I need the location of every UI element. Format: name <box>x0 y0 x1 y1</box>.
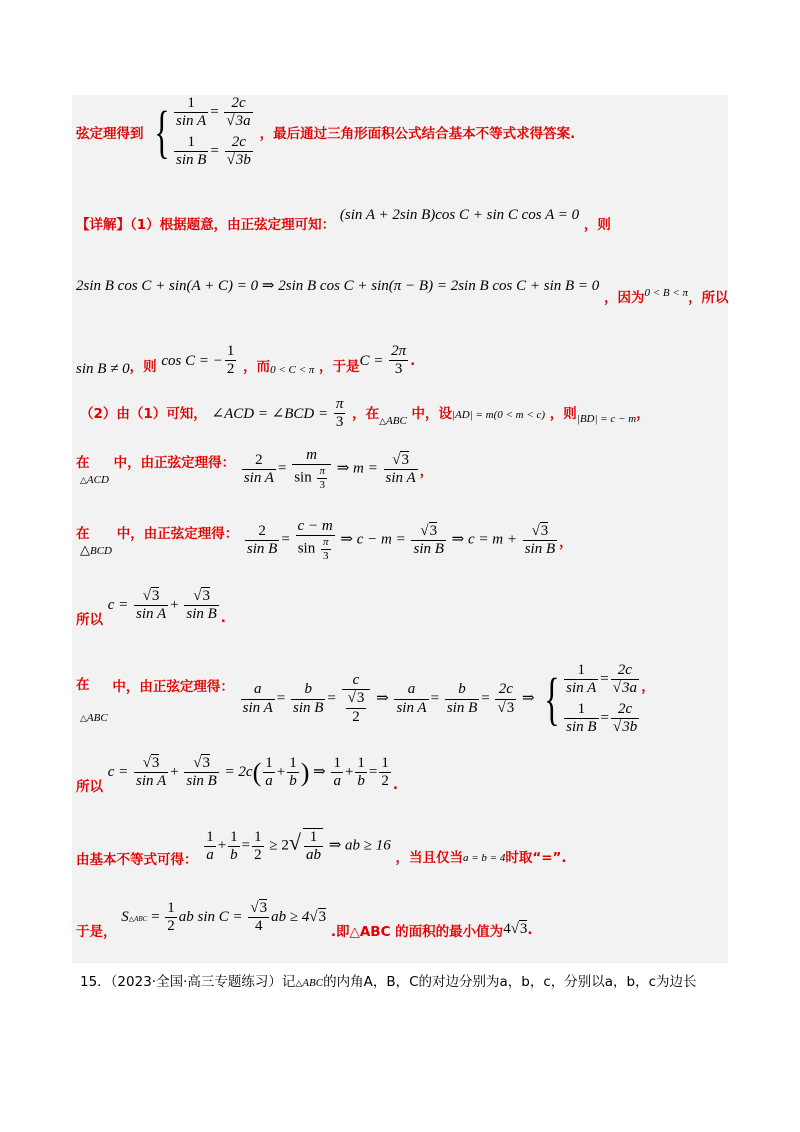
line-so-c2: 所以 c = $\frac{√3}{\text{sin A}}$ + $\frac{√3}{\text{sin B}}$ = 2c( $\frac{1}{a}$ + $\frac{1}{b}$ ) ⇒ $\frac{1}{a}$ + $\frac{1}{b}$ = $\frac{1}{2}$ . <box>76 755 399 795</box>
line-ACD: 在 △ACD 中，由正弦定理得： $\frac{2}{\text{sin A}}$ = m sin $\frac{\pi}{3}$ ⇒ m = $\frac{√3}{\text{sin A}}$ ， <box>76 447 434 491</box>
line-area: 于是， S△ABC = $\frac{1}{2}$ ab sin C = $\frac{√3}{4}$ ab ≥ 4√3 .即△ABC 的面积的最小值为4√3. <box>76 900 533 940</box>
equation-chain: 2sin B cos C + sin(A + C) = 0 ⇒ 2sin B cos C + sin(π − B) = 2sin B cos C + sin B = 0 <box>76 278 600 294</box>
line-sinB: sin B ≠ 0，则 cos C = − $\frac{1}{2}$ ，而$_{0 < C < \pi}$ ，于是C = $\frac{2\pi}{3}$ . <box>76 343 416 378</box>
system-2: { $\frac{1}{\text{sin A}}$ = $\frac{2c}{√3a}$ $\frac{1}{\text{sin B}}$ = $\frac{2c}{√3b}$ <box>544 662 638 735</box>
detail-label: 【详解】 <box>76 217 130 233</box>
line-ABC-law: 在 △ABC 中，由正弦定理得： $\frac{a}{\text{sin A}}$ = $\frac{b}{\text{sin B}}$ = $\frac{c}{\frac{√3}{2}}$ ⇒ $\frac{a}{\text{sin A}}$ = $\frac{b}{\text{sin B}}$ = $\frac{2c}{√3}$ ⇒ { $\frac{1}{\text{sin A}}$ = $\frac{2c}{√3a}$ $\frac{1}{\text{sin B}}$ = $\frac{2c}{√3b}$ ， <box>76 662 655 735</box>
line-detail-1: 【详解】（1）根据题意，由正弦定理可知： (sin A + 2sin B)cos C + sin C cos A = 0 ，则 <box>76 207 611 233</box>
line-inequality: 由基本不等式可得： $\frac{1}{a}$ + $\frac{1}{b}$ = $\frac{1}{2}$ ≥ 2√ $\frac{1}{ab}$ ⇒ ab ≥ 16 ，当且仅当$_{a = b = 4}$时取“=”. <box>76 828 567 869</box>
intro-suffix: ，最后通过三角形面积公式结合基本不等式求得答案. <box>259 126 576 142</box>
line-chain: 2sin B cos C + sin(A + C) = 0 ⇒ 2sin B cos C + sin(π − B) = 2sin B cos C + sin B = 0 ，因为0 < B < π，所以 <box>76 278 729 306</box>
line-part2: （2）由（1）可知， ∠ACD = ∠BCD = $\frac{\pi}{3}$ ，在$_{\triangle ABC}$ 中，设|AD| = m(0 < m < c) ，则$_{|BD| = c - m}$， <box>80 396 650 431</box>
line-intro <box>76 95 575 169</box>
line-so-c: 所以 c = $\frac{√3}{\text{sin A}}$ + $\frac{√3}{\text{sin B}}$ . <box>76 588 226 628</box>
system-1: { $\frac{1}{\text{sin A}}$ = $\frac{2c}{√3a}$ $\frac{1}{\text{sin B}}$ = $\frac{2c}{√3b}$ <box>154 95 251 168</box>
line-BCD: 在 △BCD 中，由正弦定理得： $\frac{2}{\text{sin B}}$ = c − m sin $\frac{\pi}{3}$ ⇒ c − m = $\frac{√3}{\text{sin B}}$ ⇒ c = m + $\frac{√3}{\text{sin B}}$ ， <box>76 518 573 562</box>
next-question: 15．（2023·全国·高三专题练习）记△ABC的内角A，B，C的对边分别为a，b，c，分别以a，b，c为边长 <box>80 974 697 990</box>
intro-prefix: 弦定理得到 <box>76 126 144 142</box>
equation-main: (sin A + 2sin B)cos C + sin C cos A = 0 <box>339 207 580 223</box>
